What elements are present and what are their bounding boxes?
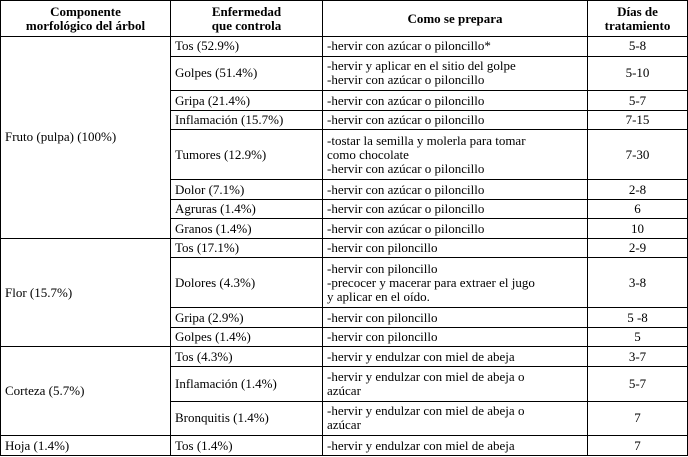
cell-dias: 5 [588,327,688,347]
header-enfermedad-line1: Enfermedad [211,3,282,19]
cell-prepara [323,401,588,436]
cell-enfermedad: Inflamación (1.4%) [171,366,323,401]
prepara-line: como chocolate [327,146,409,162]
header-enfermedad [171,1,323,37]
cell-enfermedad: Golpes (1.4%) [171,327,323,347]
prepara-line: -hervir con azúcar o piloncillo [327,72,485,88]
prepara-line: -hervir y endulzar con miel de abeja [327,437,515,453]
cell-prepara [323,258,588,308]
cell-componente: Hoja (1.4%) [1,436,171,456]
cell-prepara [323,110,588,130]
prepara-line: -hervir con azúcar o piloncillo [327,181,485,197]
prepara-line: -hervir y endulzar con miel de abeja [327,348,515,364]
cell-prepara [323,37,588,57]
cell-prepara [323,219,588,239]
cell-enfermedad: Dolores (4.3%) [171,258,323,308]
cell-dias: 10 [588,219,688,239]
cell-enfermedad: Tumores (12.9%) [171,130,323,180]
prepara-line: -hervir con azúcar o piloncillo [327,160,485,176]
cell-enfermedad: Dolor (7.1%) [171,180,323,200]
cell-dias: 5-7 [588,91,688,111]
cell-prepara [323,91,588,111]
cell-enfermedad: Tos (52.9%) [171,37,323,57]
prepara-line: -hervir con azúcar o piloncillo [327,201,485,217]
cell-enfermedad: Golpes (51.4%) [171,56,323,91]
cell-dias: 5-7 [588,366,688,401]
cell-prepara [323,180,588,200]
prepara-line: azúcar [327,417,361,433]
cell-enfermedad: Tos (1.4%) [171,436,323,456]
prepara-line: -hervir y endulzar con miel de abeja o [327,403,525,419]
header-dias-line2: tratamiento [604,17,671,33]
prepara-line: -hervir con azúcar o piloncillo [327,112,485,128]
cell-dias: 5-10 [588,56,688,91]
cell-dias: 7 [588,401,688,436]
header-dias [588,1,688,37]
header-componente-line1: Componente [50,3,121,19]
cell-prepara [323,199,588,219]
cell-dias: 6 [588,199,688,219]
cell-prepara [323,308,588,328]
cell-dias: 7-30 [588,130,688,180]
cell-enfermedad: Gripa (21.4%) [171,91,323,111]
cell-prepara [323,130,588,180]
table-row [1,238,688,258]
cell-enfermedad: Granos (1.4%) [171,219,323,239]
prepara-line: -hervir con azúcar o piloncillo [327,92,485,108]
prepara-line: -tostar la semilla y molerla para tomar [327,132,526,148]
header-dias-line1: Días de [617,3,658,19]
table-body [1,37,688,456]
table-row [1,436,688,456]
cell-dias: 2-8 [588,180,688,200]
cell-prepara [323,327,588,347]
prepara-line: -hervir con piloncillo [327,329,438,345]
cell-componente: Corteza (5.7%) [1,347,171,436]
cell-prepara [323,347,588,367]
prepara-line: -hervir y endulzar con miel de abeja o [327,368,525,384]
cell-dias: 7-15 [588,110,688,130]
prepara-line: -hervir con piloncillo [327,309,438,325]
cell-dias: 5 -8 [588,308,688,328]
prepara-line: -hervir con piloncillo [327,260,438,276]
table-row [1,347,688,367]
cell-dias: 2-9 [588,238,688,258]
prepara-line: -hervir con piloncillo [327,240,438,256]
cell-dias: 3-7 [588,347,688,367]
cell-enfermedad: Agruras (1.4%) [171,199,323,219]
cell-enfermedad: Gripa (2.9%) [171,308,323,328]
header-prepara: Como se prepara [323,1,588,37]
cell-enfermedad: Tos (17.1%) [171,238,323,258]
prepara-line: -hervir con azúcar o piloncillo [327,220,485,236]
cell-componente: Flor (15.7%) [1,238,171,347]
cell-dias: 3-8 [588,258,688,308]
cell-prepara [323,238,588,258]
header-componente [1,1,171,37]
cell-prepara [323,436,588,456]
prepara-line: azúcar [327,382,361,398]
header-enfermedad-line2: que controla [211,17,282,33]
cell-enfermedad: Tos (4.3%) [171,347,323,367]
prepara-line: y aplicar en el oído. [327,288,430,304]
cell-dias: 5-8 [588,37,688,57]
header-row [1,1,688,37]
prepara-line: -precocer y macerar para extraer el jugo [327,274,535,290]
table-row [1,37,688,57]
cell-prepara [323,56,588,91]
prepara-line: -hervir con azúcar o piloncillo* [327,38,491,54]
cell-componente: Fruto (pulpa) (100%) [1,37,171,239]
prepara-line: -hervir y aplicar en el sitio del golpe [327,58,516,74]
cell-enfermedad: Inflamación (15.7%) [171,110,323,130]
cell-dias: 7 [588,436,688,456]
header-componente-line2: morfológico del árbol [25,17,146,33]
cell-prepara [323,366,588,401]
cell-enfermedad: Bronquitis (1.4%) [171,401,323,436]
